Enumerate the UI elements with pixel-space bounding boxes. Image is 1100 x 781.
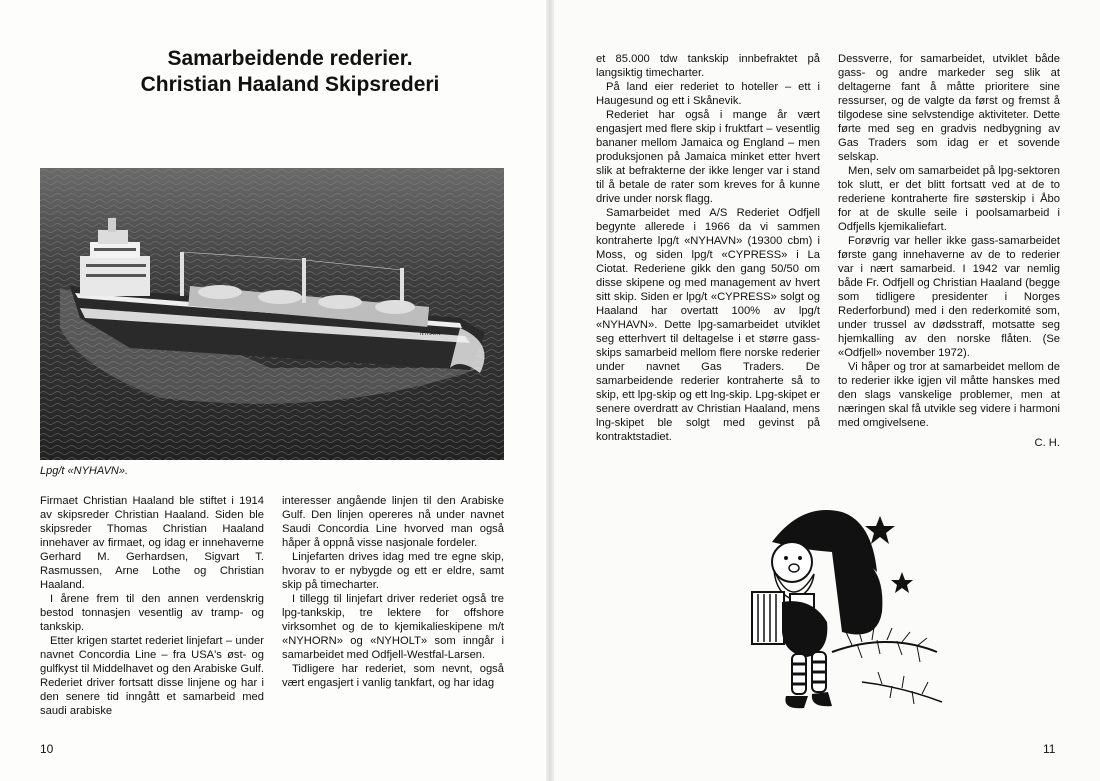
paragraph: Rederiet har også i mange år vært engasjert med flere skip i fruktfart – vesentlig bananer mellom Jamaica og England – men produksjonen på Jamaica minket etter hvert slik at befrakterne der ikke lenger var i stand til å betale de rater som kreves for å kunne drive under norsk flagg.	[596, 109, 820, 205]
left-column-1	[40, 494, 264, 718]
paragraph: I årene frem til den annen verdenskrig bestod tonnasjen vesentlig av tramp- og tankskip.	[40, 593, 264, 633]
paragraph: Etter krigen startet rederiet linjefart – under navnet Concordia Line – fra USA's øst- og gulfkyst til Middelhavet og den Arabiske Gulf. Rederiet driver fortsatt disse linjene og har i den senere tid inngått et samarbeid med saudi arabiske	[40, 635, 264, 717]
paragraph: interesser angående linjen til den Arabiske Gulf. Den linjen opereres nå under navnet Saudi Concordia Line hvorved man også håper å oppnå visse nasjonale fordeler.	[282, 495, 504, 549]
paragraph: På land eier rederiet to hoteller – ett i Haugesund og ett i Skånevik.	[596, 81, 820, 107]
article-title-line1: Samarbeidende rederier.	[167, 47, 413, 70]
right-column-2	[838, 52, 1060, 450]
article-title-line2: Christian Haaland Skipsrederi	[140, 73, 440, 96]
paragraph: Vi håper og tror at samarbeidet mellom de to rederier ikke igjen vil måtte hanskes med den slags vanskelige problemer, men at næringen skal få utvikle seg videre i harmoni med omgivelsene.	[838, 361, 1060, 429]
ship-photo	[40, 168, 504, 460]
paragraph: Samarbeidet med A/S Rederiet Odfjell begynte allerede i 1966 da vi sammen kontraherte lpg/t «NYHAVN» (19300 cbm) i Moss, og siden lpg/t «CYPRESS» i La Ciotat. Rederiene gikk den gang 50/50 om disse skipene og med management av hvert sitt skip. Siden er lpg/t «CYPRESS» solgt og Haaland har overtatt 100% av lpg/t «NYHAVN». Dette lpg-samarbeidet utviklet seg etterhvert til deltagelse i et større gass-skips samarbeid mellom flere norske rederier under navnet Gas Traders. De samarbeidende rederier kontraherte så to skip, ett lpg-skip og ett lng-skip. Lpg-skipet er senere overdratt av Christian Haaland, mens lng-skipet ble solgt med gevinst på kontraktstadiet.	[596, 207, 820, 443]
paragraph: Men, selv om samarbeidet på lpg-sektoren tok slutt, er det blitt fortsatt ved at de to rederiene kontraherte fire søsterskip i Åbo for at de skulle seile i poolsamarbeid i Odfjells kjemikaliefart.	[838, 165, 1060, 233]
ship-photo-image	[40, 168, 504, 460]
right-column-1	[596, 52, 820, 444]
paragraph: Firmaet Christian Haaland ble stiftet i 1914 av skipsreder Christian Haaland. Siden ble skipsreder Thomas Christian Haaland innehaver av firmaet, og idag er innehaverne Gerhard M. Gerhardsen, Sigvart T. Rasmussen, Arne Lothe og Christian Haaland.	[40, 495, 264, 591]
star-icon	[891, 572, 913, 593]
left-page	[0, 0, 548, 781]
page-number-left: 10	[40, 742, 54, 756]
paragraph: Forøvrig var heller ikke gass-samarbeidet første gang innehaverne av de to rederier var i nært samarbeid. I 1942 var nemlig både Fr. Odfjell og Christian Haaland (begge som tidligere presidenter i Norges Rederforbund) med i den rederkomité som, under trussel av dødsstraff, motsatte seg hjemkalling av den norske flåten. (Se «Odfjell» november 1972).	[838, 235, 1060, 359]
paragraph: Tidligere har rederiet, som nevnt, også vært engasjert i vanlig tankfart, og har idag	[282, 663, 504, 689]
ship-hull-name: NYHAVN	[420, 331, 441, 337]
christmas-gnome-illustration	[712, 482, 962, 737]
photo-caption: Lpg/t «NYHAVN».	[40, 465, 129, 477]
paragraph: Dessverre, for samarbeidet, utviklet både gass- og andre markeder seg slik at deltagerne fant å måtte prioritere sine ressurser, og de valgte da først og fremst å tilgodese sine selvstendige aktiviteter. Dette førte med seg en gradvis nedbygning av Gas Traders som idag er et sovende selskap.	[838, 53, 1060, 163]
left-column-2	[282, 494, 504, 690]
paragraph: Linjefarten drives idag med tre egne skip, hvorav to er nybygde og ett er eldre, samt skip på timecharter.	[282, 551, 504, 591]
page-number-right: 11	[1043, 742, 1056, 756]
page-gutter	[546, 0, 554, 781]
paragraph: I tillegg til linjefart driver rederiet også tre lpg-tankskip, tre lektere for offshore virksomhet og de to kjemikalieskipene m/t «NYHORN» og «NYHOLT» som inngår i samarbeidet med Odfjell-Westfal-Larsen.	[282, 593, 504, 661]
article-title	[80, 46, 500, 98]
gnome-drawing	[712, 482, 962, 737]
paragraph: et 85.000 tdw tankskip innbefraktet på langsiktig timecharter.	[596, 53, 820, 79]
author-signature: C. H.	[1034, 437, 1060, 449]
